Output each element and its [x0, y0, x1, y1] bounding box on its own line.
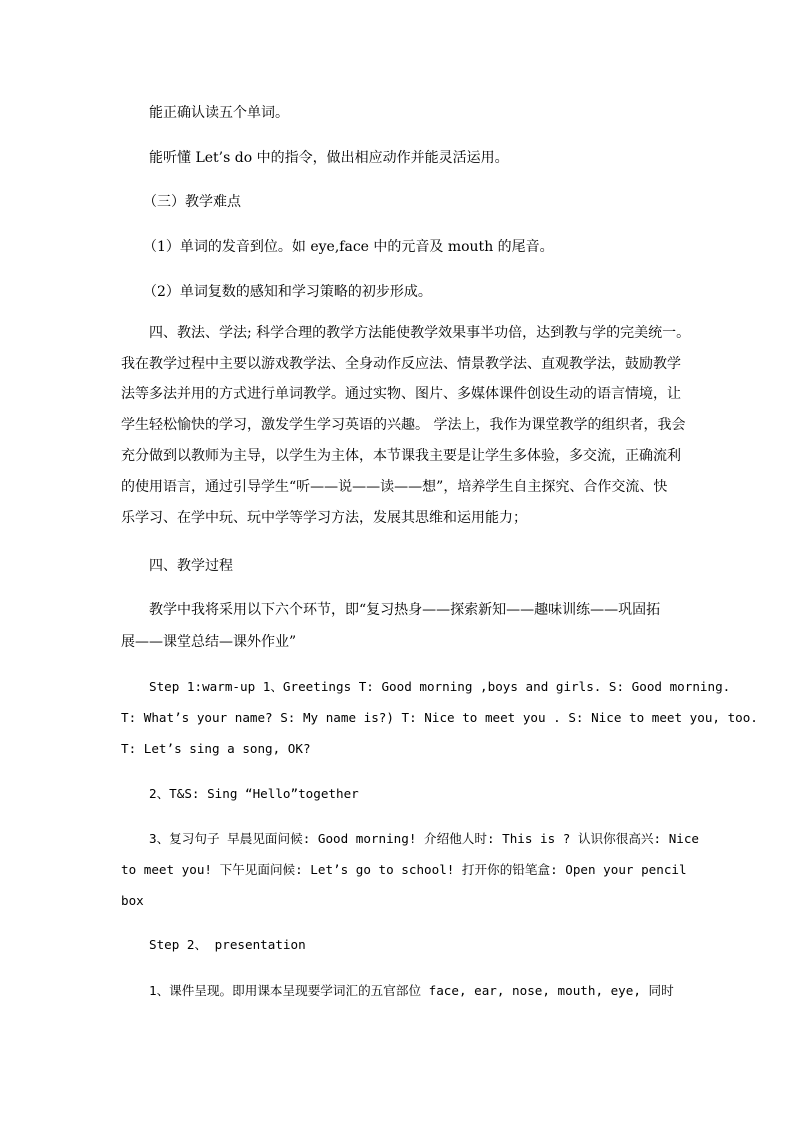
text-line: T: Let’s sing a song, OK?: [121, 741, 311, 756]
section-heading: （三）教学难点: [143, 194, 241, 210]
text-line: （1）单词的发音到位。如 eye,face 中的元音及 mouth 的尾音。: [143, 239, 554, 255]
paragraph-line: 法等多法并用的方式进行单词教学。通过实物、图片、多媒体课件创设生动的语言情境，让: [121, 386, 681, 402]
text-line: Step 1:warm-up 1、Greetings T: Good morning ,boys and girls. S: Good morning.: [149, 679, 731, 694]
paragraph-line: 我在教学过程中主要以游戏教学法、全身动作反应法、情景教学法、直观教学法，鼓励教学: [121, 356, 681, 372]
paragraph-line: box: [121, 893, 144, 908]
paragraph-line: 乐学习、在学中玩、玩中学等学习方法，发展其思维和运用能力；: [121, 510, 527, 526]
text-line: 能正确认读五个单词。: [149, 105, 289, 121]
paragraph-line: 学生轻松愉快的学习，激发学生学习英语的兴趣。 学法上，我作为课堂教学的组织者，我会: [121, 417, 686, 433]
paragraph-line: 四、教法、学法; 科学合理的教学方法能使教学效果事半功倍，达到教与学的完美统一。: [149, 325, 691, 341]
paragraph-line: 3、复习句子 早晨见面问候: Good morning! 介绍他人时: This is ? 认识你很高兴: Nice: [149, 831, 700, 846]
text-line: T: What’s your name? S: My name is?) T: Nice to meet you . S: Nice to meet you, too.: [121, 710, 758, 725]
paragraph-line: to meet you! 下午见面问候: Let’s go to school! 打开你的铅笔盒: Open your pencil: [121, 862, 687, 877]
paragraph-line: 充分做到以教师为主导，以学生为主体，本节课我主要是让学生多体验，多交流，正确流利: [121, 448, 681, 464]
paragraph-line: 展——课堂总结—课外作业”: [121, 634, 297, 650]
text-line: 2、T&S: Sing “Hello”together: [149, 786, 359, 801]
paragraph-line: 的使用语言，通过引导学生“听——说——读——想”，培养学生自主探究、合作交流、快: [121, 479, 668, 495]
section-heading: Step 2、 presentation: [149, 937, 306, 952]
section-heading: 四、教学过程: [149, 558, 233, 574]
paragraph-line: 1、课件呈现。即用课本呈现要学词汇的五官部位 face, ear, nose, mouth, eye, 同时: [149, 983, 674, 998]
paragraph-line: 教学中我将采用以下六个环节，即“复习热身——探索新知——趣味训练——巩固拓: [149, 602, 661, 618]
text-line: （2）单词复数的感知和学习策略的初步形成。: [143, 284, 432, 300]
text-line: 能听懂 Let’s do 中的指令，做出相应动作并能灵活运用。: [149, 150, 509, 166]
